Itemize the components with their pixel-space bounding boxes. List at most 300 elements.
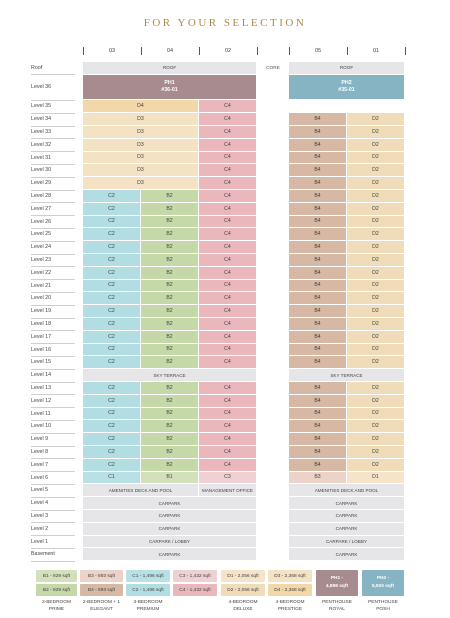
unit-cell <box>347 113 405 126</box>
core-column <box>257 523 289 536</box>
legend-caption-line: PENTHOUSE <box>368 600 398 605</box>
level-label: Level 3 <box>31 512 49 519</box>
cell-label: B4 <box>314 141 321 148</box>
cell-label: D3 <box>137 141 144 148</box>
cell-label: B2 <box>166 244 173 251</box>
core-column <box>257 459 289 472</box>
cell-label: C2 <box>108 423 115 430</box>
legend-caption-line: 4-BEDROOM <box>275 600 305 605</box>
level-divider <box>31 126 75 127</box>
unit-cell <box>199 254 257 267</box>
cell-label: C2 <box>108 282 115 289</box>
unit-cell <box>289 420 347 433</box>
unit-cell <box>141 408 199 421</box>
unit-cell <box>83 305 141 318</box>
unit-cell <box>199 446 257 459</box>
level-divider <box>31 100 75 101</box>
core-column <box>257 446 289 459</box>
cell-label: D2 <box>372 423 379 430</box>
unit-cell <box>141 190 199 203</box>
core-column <box>257 292 289 305</box>
column-divider <box>347 47 348 55</box>
level-divider <box>31 420 75 421</box>
cell-label: CARPARK <box>158 551 181 557</box>
cell-label: B2 <box>166 192 173 199</box>
level-label: Level 29 <box>31 180 52 187</box>
unit-cell <box>347 267 405 280</box>
facility-block <box>83 369 257 382</box>
cell-label: C4 <box>224 269 231 276</box>
unit-cell <box>83 459 141 472</box>
column-divider <box>141 47 142 55</box>
cell-label: B1 <box>166 474 173 481</box>
cell-label: D2 <box>372 269 379 276</box>
unit-cell <box>289 318 347 331</box>
cell-label: C2 <box>108 448 115 455</box>
unit-cell <box>199 267 257 280</box>
level-divider <box>31 382 75 383</box>
level-divider <box>31 113 75 114</box>
level-divider <box>31 394 75 395</box>
cell-label: CARPARK <box>335 513 358 519</box>
level-divider <box>31 318 75 319</box>
unit-cell <box>199 331 257 344</box>
unit-cell <box>83 254 141 267</box>
level-label: Level 36 <box>31 84 52 91</box>
unit-cell <box>199 113 257 126</box>
cell-label: C4 <box>224 103 231 110</box>
cell-label: D2 <box>372 141 379 148</box>
core-column <box>257 177 289 190</box>
cell-label: C4 <box>224 128 231 135</box>
cell-label: C4 <box>224 397 231 404</box>
level-divider <box>31 458 75 459</box>
cell-label: B4 <box>314 410 321 417</box>
level-divider <box>31 202 75 203</box>
unit-cell <box>141 472 199 485</box>
core-column <box>257 536 289 549</box>
level-label: Level 8 <box>31 448 49 455</box>
core-column <box>257 139 289 152</box>
core-column <box>257 548 289 561</box>
unit-cell <box>141 420 199 433</box>
cell-label: SKY TERRACE <box>153 372 186 378</box>
unit-cell <box>83 139 199 152</box>
legend-caption <box>77 600 127 614</box>
legend-caption <box>265 600 315 614</box>
unit-cell <box>83 395 141 408</box>
legend-caption-line: PREMIUM <box>136 606 160 612</box>
level-divider <box>31 292 75 293</box>
level-divider <box>31 484 75 485</box>
core-column <box>257 510 289 523</box>
cell-label: C4 <box>224 448 231 455</box>
unit-cell <box>83 292 141 305</box>
cell-label: PH2 <box>341 80 352 87</box>
level-label: Level 32 <box>31 141 52 148</box>
unit-cell <box>83 267 141 280</box>
unit-cell <box>83 190 141 203</box>
cell-label: B2 <box>166 308 173 315</box>
unit-cell <box>199 241 257 254</box>
level-label: Level 1 <box>31 538 49 545</box>
unit-cell <box>347 382 405 395</box>
level-label: Level 6 <box>31 474 49 481</box>
cell-label: B4 <box>314 308 321 315</box>
level-label: Basement <box>31 551 55 558</box>
level-label: Level 22 <box>31 269 52 276</box>
unit-cell <box>199 100 257 113</box>
facility-block <box>289 497 405 510</box>
level-label: Level 12 <box>31 397 52 404</box>
legend-swatch: D4 - 2,368 sqft <box>268 584 312 596</box>
cell-label: C2 <box>108 320 115 327</box>
legend-caption-line: ROYAL <box>329 606 345 612</box>
cell-label: MANAGEMENT OFFICE <box>202 487 253 493</box>
unit-cell <box>347 459 405 472</box>
level-divider <box>31 177 75 178</box>
legend-caption <box>218 600 268 614</box>
cell-label: B4 <box>314 231 321 238</box>
unit-cell <box>199 344 257 357</box>
level-label: Level 11 <box>31 410 51 417</box>
cell-label: D3 <box>137 167 144 174</box>
unit-cell <box>289 126 347 139</box>
facility-block <box>289 548 405 561</box>
legend-caption-line: PENTHOUSE <box>322 600 352 605</box>
cell-label: D2 <box>372 256 379 263</box>
cell-label: C4 <box>224 295 231 302</box>
core-column <box>257 433 289 446</box>
cell-label: B4 <box>314 423 321 430</box>
unit-cell <box>141 267 199 280</box>
cell-label: C4 <box>224 359 231 366</box>
cell-label: C4 <box>224 180 231 187</box>
cell-label: C4 <box>224 244 231 251</box>
unit-cell <box>83 152 199 165</box>
cell-label: B2 <box>166 346 173 353</box>
unit-cell <box>199 228 257 241</box>
cell-label: B4 <box>314 180 321 187</box>
level-divider <box>31 215 75 216</box>
level-label: Level 14 <box>31 372 52 379</box>
facility-block <box>289 510 405 523</box>
unit-cell <box>347 177 405 190</box>
cell-label: C2 <box>108 461 115 468</box>
cell-label: B4 <box>314 154 321 161</box>
cell-label: B4 <box>314 192 321 199</box>
legend-caption <box>358 600 408 614</box>
facility-block <box>289 523 405 536</box>
column-header: 02 <box>224 48 232 54</box>
level-label: Level 24 <box>31 244 52 251</box>
column-divider <box>83 47 84 55</box>
unit-cell <box>347 408 405 421</box>
cell-label: C2 <box>108 244 115 251</box>
unit-cell <box>199 318 257 331</box>
unit-cell <box>289 344 347 357</box>
unit-cell <box>141 280 199 293</box>
cell-label: B4 <box>314 116 321 123</box>
core-column <box>257 267 289 280</box>
cell-label: B2 <box>166 423 173 430</box>
level-label: Level 16 <box>31 346 52 353</box>
unit-cell <box>289 459 347 472</box>
unit-cell <box>199 164 257 177</box>
unit-cell <box>289 177 347 190</box>
unit-cell <box>289 395 347 408</box>
core-column <box>257 344 289 357</box>
core-column <box>257 164 289 177</box>
level-label: Level 9 <box>31 436 49 443</box>
unit-cell <box>289 305 347 318</box>
level-label: Level 31 <box>31 154 52 161</box>
unit-cell <box>347 331 405 344</box>
cell-label: C2 <box>108 231 115 238</box>
unit-cell <box>141 228 199 241</box>
level-label: Level 17 <box>31 333 52 340</box>
unit-cell <box>289 382 347 395</box>
cell-label: C4 <box>224 154 231 161</box>
core-column <box>257 190 289 203</box>
cell-label: B4 <box>314 359 321 366</box>
cell-label: C4 <box>224 308 231 315</box>
facility-block <box>199 484 257 497</box>
unit-cell <box>141 203 199 216</box>
cell-label: B2 <box>166 231 173 238</box>
column-divider <box>199 47 200 55</box>
level-divider <box>31 164 75 165</box>
cell-label: CARPARK <box>158 513 181 519</box>
cell-label: D2 <box>372 231 379 238</box>
cell-label: C4 <box>224 192 231 199</box>
unit-cell <box>199 472 257 485</box>
cell-label: B2 <box>166 295 173 302</box>
level-label: Level 25 <box>31 231 52 238</box>
level-label: Level 13 <box>31 384 52 391</box>
unit-cell <box>347 305 405 318</box>
cell-label: CARPARK <box>335 526 358 532</box>
unit-cell <box>141 254 199 267</box>
column-header: 04 <box>166 48 174 54</box>
level-divider <box>31 522 75 523</box>
cell-label: C1 <box>108 474 115 481</box>
unit-cell <box>141 318 199 331</box>
cell-label: C2 <box>108 346 115 353</box>
level-label: Level 19 <box>31 308 52 315</box>
unit-cell <box>289 203 347 216</box>
level-label: Level 20 <box>31 295 52 302</box>
legend-penthouse-text: PH1 - <box>330 576 344 581</box>
unit-cell <box>347 280 405 293</box>
level-divider <box>31 535 75 536</box>
unit-cell <box>289 216 347 229</box>
unit-cell <box>141 241 199 254</box>
level-label: Level 18 <box>31 320 52 327</box>
unit-cell <box>199 177 257 190</box>
cell-label: B4 <box>314 218 321 225</box>
unit-cell <box>83 420 141 433</box>
core-column <box>257 472 289 485</box>
cell-label: C2 <box>108 256 115 263</box>
legend-swatch: B4 - 893 sqft <box>80 584 123 596</box>
cell-label: AMENITIES DECK AND POOL <box>314 487 379 493</box>
unit-cell <box>347 228 405 241</box>
unit-cell <box>83 126 199 139</box>
facility-block <box>289 484 405 497</box>
unit-cell <box>289 446 347 459</box>
unit-cell <box>199 203 257 216</box>
unit-cell <box>347 152 405 165</box>
level-divider <box>31 74 75 75</box>
core-column <box>257 280 289 293</box>
unit-cell <box>347 254 405 267</box>
core-column <box>257 420 289 433</box>
unit-cell <box>347 318 405 331</box>
legend-swatch: C4 - 1,432 sqft <box>173 584 217 596</box>
unit-cell <box>83 472 141 485</box>
cell-label: C2 <box>108 384 115 391</box>
cell-label: B4 <box>314 384 321 391</box>
legend-caption-line: ELEGANT <box>90 606 113 612</box>
level-label: Level 7 <box>31 461 49 468</box>
unit-cell <box>347 139 405 152</box>
facility-block <box>83 497 257 510</box>
legend-swatch: D1 - 2,056 sqft <box>221 570 265 582</box>
unit-cell <box>83 446 141 459</box>
facility-block <box>83 548 257 561</box>
legend-penthouse-text: 4,898 sqft <box>325 584 349 589</box>
unit-cell <box>199 216 257 229</box>
level-label: Level 30 <box>31 167 52 174</box>
level-divider <box>31 241 75 242</box>
level-label: Level 35 <box>31 103 52 110</box>
unit-cell <box>289 408 347 421</box>
cell-label: C4 <box>224 282 231 289</box>
cell-label: D1 <box>372 474 379 481</box>
facility-block <box>289 536 405 549</box>
cell-label: B4 <box>314 346 321 353</box>
unit-cell <box>199 280 257 293</box>
cell-label: CARPARK <box>158 526 181 532</box>
level-label: Level 27 <box>31 205 52 212</box>
cell-label: D2 <box>372 410 379 417</box>
cell-label: B2 <box>166 461 173 468</box>
unit-cell <box>83 228 141 241</box>
unit-cell <box>289 254 347 267</box>
cell-label: C2 <box>108 205 115 212</box>
core-column <box>257 331 289 344</box>
unit-cell <box>347 395 405 408</box>
column-divider <box>289 47 290 55</box>
unit-cell <box>289 228 347 241</box>
cell-label: PH1 <box>164 80 175 87</box>
cell-label: D2 <box>372 436 379 443</box>
cell-label: B2 <box>166 320 173 327</box>
column-header: 01 <box>372 48 380 54</box>
cell-label: C4 <box>224 231 231 238</box>
unit-cell <box>347 446 405 459</box>
cell-label: D2 <box>372 461 379 468</box>
legend-penthouse-swatch <box>316 570 358 596</box>
facility-block <box>83 536 257 549</box>
unit-cell <box>347 164 405 177</box>
cell-label: C4 <box>224 346 231 353</box>
cell-label: C4 <box>224 384 231 391</box>
core-column <box>257 241 289 254</box>
cell-label: C2 <box>108 308 115 315</box>
unit-cell <box>199 152 257 165</box>
core-column <box>257 305 289 318</box>
cell-label: AMENITIES DECK AND POOL <box>108 487 173 493</box>
unit-cell <box>141 331 199 344</box>
unit-cell <box>289 356 347 369</box>
cell-label: C4 <box>224 205 231 212</box>
unit-cell <box>289 331 347 344</box>
cell-label: B4 <box>314 128 321 135</box>
unit-cell <box>289 433 347 446</box>
cell-label: D2 <box>372 180 379 187</box>
cell-label: C2 <box>108 359 115 366</box>
unit-cell <box>199 305 257 318</box>
level-label: Level 28 <box>31 192 52 199</box>
cell-label: C4 <box>224 141 231 148</box>
cell-label: C4 <box>224 256 231 263</box>
unit-cell <box>199 139 257 152</box>
penthouse-unit <box>83 75 257 101</box>
cell-label: D2 <box>372 320 379 327</box>
level-divider <box>31 548 75 549</box>
cell-label: C2 <box>108 397 115 404</box>
core-column <box>257 395 289 408</box>
cell-label: B2 <box>166 448 173 455</box>
cell-label: B2 <box>166 397 173 404</box>
core-column <box>257 356 289 369</box>
cell-label: CARPARK / LOBBY <box>148 538 191 544</box>
cell-label: B4 <box>314 333 321 340</box>
cell-label: C4 <box>224 461 231 468</box>
unit-cell <box>289 241 347 254</box>
unit-cell <box>199 395 257 408</box>
unit-cell <box>347 241 405 254</box>
legend-caption-line: DELUXE <box>233 606 253 612</box>
level-divider <box>31 279 75 280</box>
level-label: Level 2 <box>31 525 49 532</box>
unit-cell <box>347 420 405 433</box>
unit-cell <box>347 203 405 216</box>
cell-label: B4 <box>314 320 321 327</box>
unit-cell <box>141 292 199 305</box>
cell-label: C4 <box>224 167 231 174</box>
level-divider <box>31 151 75 152</box>
cell-label: C4 <box>224 423 231 430</box>
cell-label: D2 <box>372 308 379 315</box>
unit-cell <box>83 203 141 216</box>
core-column <box>257 318 289 331</box>
cell-label: D3 <box>137 180 144 187</box>
cell-label: D2 <box>372 448 379 455</box>
cell-label: B2 <box>166 436 173 443</box>
core-column <box>257 216 289 229</box>
cell-label: D3 <box>137 128 144 135</box>
unit-cell <box>347 356 405 369</box>
unit-cell <box>83 331 141 344</box>
unit-cell <box>199 420 257 433</box>
core-column <box>257 382 289 395</box>
unit-cell <box>289 292 347 305</box>
legend-caption-line: 3-BEDROOM <box>133 600 163 605</box>
cell-label: ROOF <box>162 65 177 71</box>
